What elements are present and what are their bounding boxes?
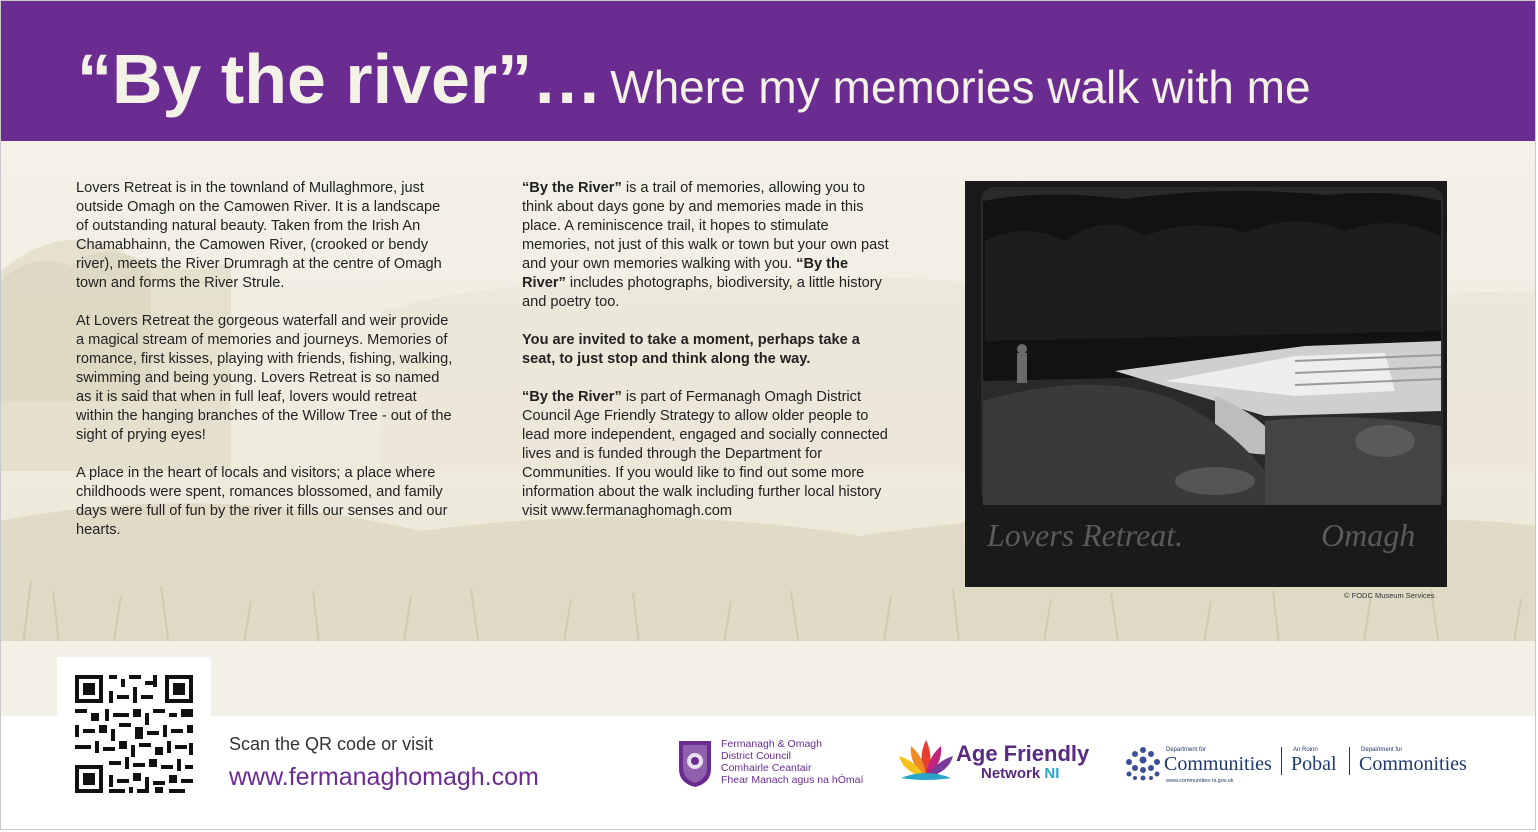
council-crest-icon [677,739,713,789]
photo-credit: © FODC Museum Services [1344,591,1435,600]
photo-caption-right: Omagh [1321,517,1416,553]
text-column-left [76,179,456,559]
historic-photo [965,181,1447,587]
bold-by-the-river: “By the River” [522,256,849,291]
paragraph-strategy [522,388,894,521]
qr-code-icon [57,657,211,811]
paragraph-trail-intro [522,179,894,312]
dfc-divider [1349,747,1350,775]
ni-word: NI [1044,765,1060,782]
bold-by-the-river: “By the River” [522,180,622,196]
page-title [77,39,1311,119]
qr-code[interactable] [57,657,211,811]
dfc-divider [1281,747,1282,775]
network-word: Network [981,765,1041,782]
council-name-line3: Comhairle Ceantair [721,762,812,774]
bold-by-the-river: “By the River” [522,389,622,405]
council-logo-text [721,738,863,786]
title-banner [1,1,1535,141]
photo-caption-left: Lovers Retreat. [987,517,1184,553]
lotus-flower-icon [897,738,955,782]
strategy-text: is part of Fermanagh Omagh District Council Age Friendly Strategy to allow older people to lead more independent, engaged and socially connected lives and is funded through the Department for Communities. If you would like to find out some more information about the walk including further local history visit www.fermanaghomagh.com [522,389,888,519]
paragraph-2: At Lovers Retreat the gorgeous waterfall and weir provide a magical stream of memories and journeys. Memories of romance, first kisses, playing with friends, fishing, walking, swimming and being young. Lovers Retreat is so named as it is said that when in full leaf, lovers would retreat within the hanging branches of the Willow Tree - out of the sight of prying eyes! [76,313,453,443]
website-link[interactable]: www.fermanaghomagh.com [229,763,539,791]
dfc-name-irish: Pobal [1291,753,1337,775]
council-name-line1: Fermanagh & Omagh [721,738,822,750]
dfc-name-english: Communities [1164,753,1272,775]
scan-qr-text: Scan the QR code or visit [229,734,434,754]
title-main: “By the river”… [77,40,603,118]
age-friendly-title: Age Friendly [956,741,1090,766]
text-column-right [522,179,894,540]
trail-intro-text-end: includes photographs, biodiversity, a little history and poetry too. [522,275,882,310]
dfc-label-irish: An Roinn [1293,747,1318,753]
title-subtitle: Where my memories walk with me [610,61,1311,113]
invitation-text: You are invited to take a moment, perhaps take a seat, to just stop and think along the way. [522,332,860,367]
trail-intro-text: is a trail of memories, allowing you to think about days gone by and memories made in this place. A reminiscence trail, it hopes to stimulate memories, not just of this walk or town but your own past and your own memories walking with you. [522,180,889,272]
paragraph-invitation [522,331,894,369]
dfc-label-english: Department for [1166,747,1207,753]
dfc-name-ulster-scots: Commonities [1359,753,1467,775]
council-name-line4: Fhear Manach agus na hÓmaí [721,774,864,786]
age-friendly-network [981,765,1059,782]
dfc-website: www.communities-ni.gov.uk [1166,778,1234,784]
council-name-line2: District Council [721,750,792,762]
paragraph-1: Lovers Retreat is in the townland of Mullaghmore, just outside Omagh on the Camowen River. It is a landscape of outstanding natural beauty. Taken from the Irish An Chamabhainn, the Camowen River, (crooked or bendy river), meets the River Drumragh at the centre of Omagh town and forms the River Strule. [76,180,442,291]
communities-dots-icon [1125,746,1161,782]
dfc-label-ulster-scots: Depairtment fur [1361,747,1403,753]
paragraph-3: A place in the heart of locals and visitors; a place where childhoods were spent, romances blossomed, and family days were full of fun by the river it fills our senses and our hearts. [76,465,448,538]
